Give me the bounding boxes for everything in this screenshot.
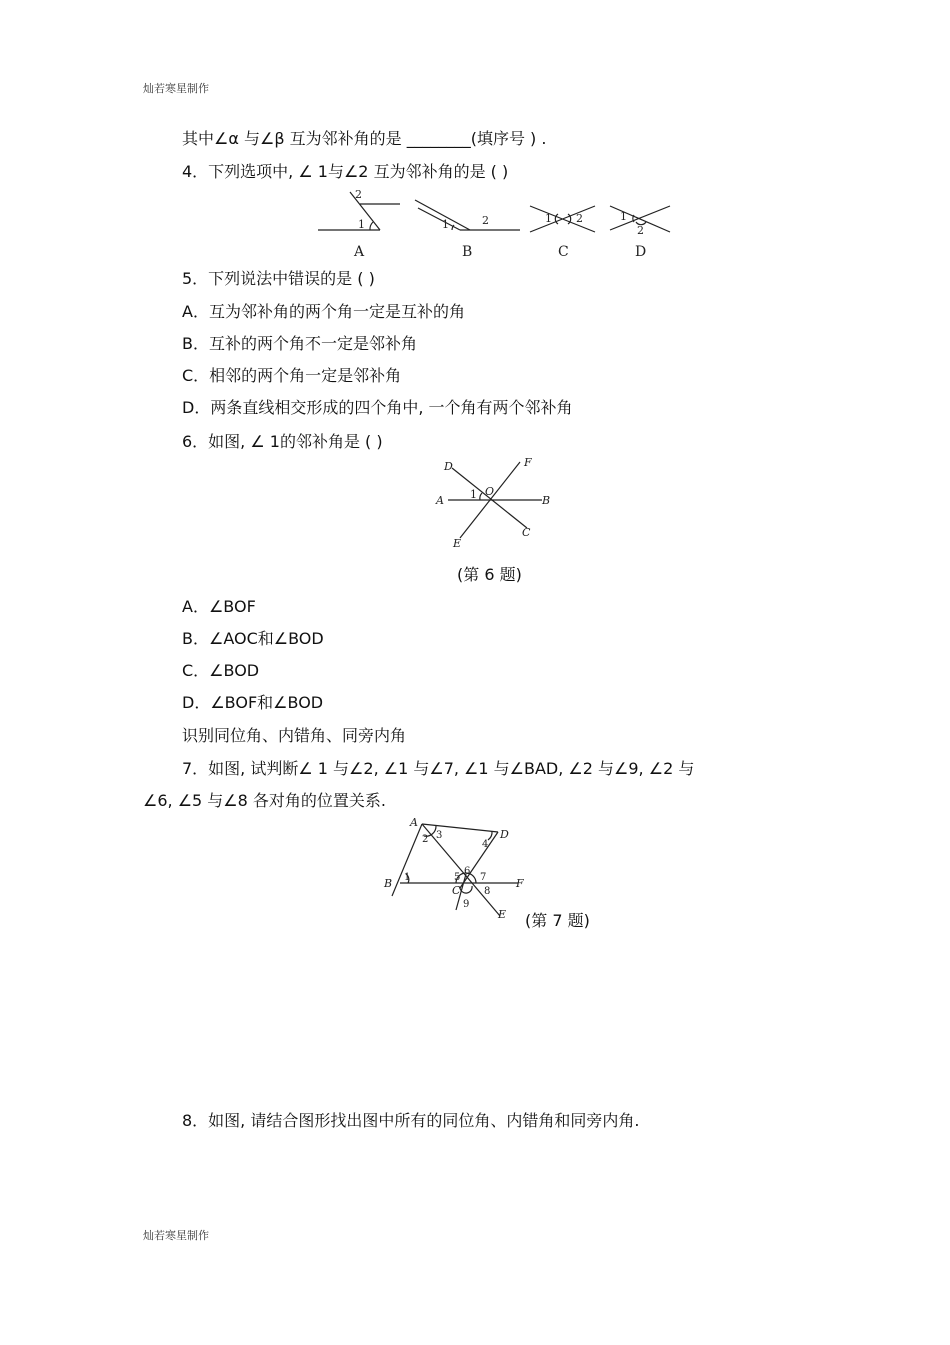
q5-option-c: C．相邻的两个角一定是邻补角 [182,366,402,385]
q6-point-b: B [542,494,551,507]
q3-tail: 其中∠α 与∠β 互为邻补角的是 ________(填序号 ) . [182,129,547,148]
q4-label-a: A [354,244,365,260]
q7-angle-8: 8 [484,886,491,897]
q6-stem: 6．如图, ∠ 1的邻补角是 ( ) [182,432,383,451]
q4-c-angle-2: 2 [576,212,583,225]
q6-point-d: D [444,460,453,473]
q7-angle-6: 6 [464,866,471,877]
q5-option-d: D．两条直线相交形成的四个角中, 一个角有两个邻补角 [182,398,573,417]
q5-stem: 5．下列说法中错误的是 ( ) [182,269,375,288]
q7-angle-7: 7 [480,872,487,883]
q7-point-f: F [516,877,524,890]
q6-figure [430,452,560,552]
q6-caption: (第 6 题) [457,565,522,584]
q7-angle-9: 9 [463,899,470,910]
q6-point-f: F [524,456,532,469]
q7-point-a: A [410,816,418,829]
q7-figure [380,814,530,924]
q7-stem-line1: 7．如图, 试判断∠ 1 与∠2, ∠1 与∠7, ∠1 与∠BAD, ∠2 与∠9, ∠2 与 [182,759,695,778]
q6-point-o: O [485,485,495,498]
q4-label-c: C [558,244,569,260]
q6-option-a: A．∠BOF [182,597,256,616]
q6-option-b: B．∠AOC和∠BOD [182,629,324,648]
q6-point-c: C [522,526,531,539]
q7-angle-2: 2 [422,834,429,845]
q7-point-d: D [500,828,509,841]
q8-stem: 8．如图, 请结合图形找出图中所有的同位角、内错角和同旁内角. [182,1111,640,1130]
q7-point-c: C [452,884,461,897]
q6-option-d: D．∠BOF和∠BOD [182,693,324,712]
q6-angle-1: 1 [470,488,477,501]
section-title: 识别同位角、内错角、同旁内角 [182,726,407,745]
q4-d-angle-2: 2 [637,224,644,237]
q7-stem-line2: ∠6, ∠5 与∠8 各对角的位置关系. [143,791,387,810]
q4-a-angle-1: 1 [358,218,365,231]
q4-c-angle-1: 1 [545,212,552,225]
q7-angle-1: 1 [404,872,411,883]
q7-caption: (第 7 题) [525,911,590,930]
q7-angle-4: 4 [482,839,489,850]
q4-b-angle-2: 2 [482,214,489,227]
page-footer: 灿若寒星制作 [143,1229,209,1242]
q6-point-a: A [436,494,444,507]
q4-a-angle-2: 2 [355,188,362,201]
q5-option-a: A．互为邻补角的两个角一定是互补的角 [182,302,465,321]
page-header: 灿若寒星制作 [143,82,209,95]
q4-stem: 4．下列选项中, ∠ 1与∠2 互为邻补角的是 ( ) [182,162,509,181]
q7-angle-5: 5 [454,872,461,883]
q7-angle-3: 3 [436,830,443,841]
q7-point-e: E [498,908,507,921]
q5-option-b: B．互补的两个角不一定是邻补角 [182,334,417,353]
q4-b-angle-1: 1 [442,218,449,231]
q4-label-d: D [635,244,647,260]
q4-figure [310,184,680,264]
q6-point-e: E [453,537,462,550]
q4-d-angle-1: 1 [620,210,627,223]
q6-option-c: C．∠BOD [182,661,260,680]
q7-point-b: B [384,877,393,890]
q4-label-b: B [462,244,473,260]
